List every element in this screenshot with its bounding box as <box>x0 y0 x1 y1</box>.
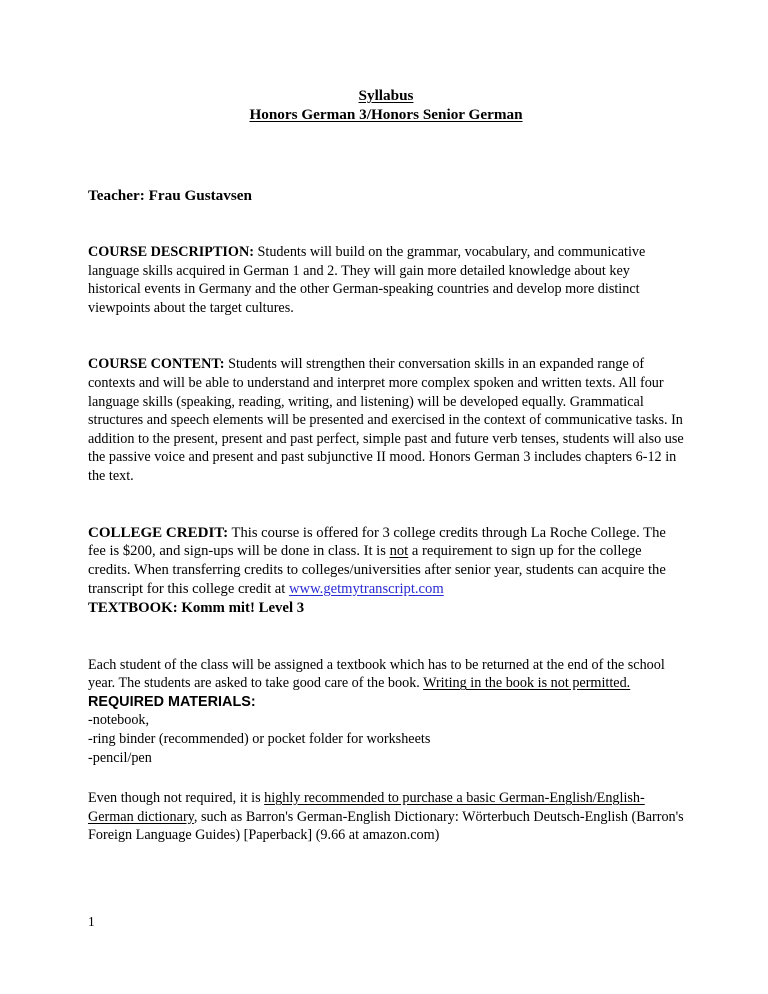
textbook-body-part1: Each student of the class will be assigned a textbook which has to be returned at the end of the school year. The students are asked to take good care of the book. <box>88 656 665 692</box>
textbook-heading: TEXTBOOK: Komm mit! Level 3 <box>88 599 305 616</box>
college-credit-emphasis-not: not <box>389 543 409 560</box>
required-materials-heading: REQUIRED MATERIALS: <box>88 693 256 710</box>
teacher-heading: Teacher: Frau Gustavsen <box>88 187 252 204</box>
course-description-body: Students will build on the grammar, vocabulary, and communicative language skills acquired in German 1 and 2. They will gain more detailed knowledge about key historical events in Germany and the other German-speaking countries and develop more distinct viewpoints about the target cultures. <box>88 244 646 316</box>
title-line-2: Honors German 3/Honors Senior German <box>249 106 523 123</box>
title-line-2-row <box>88 105 684 124</box>
college-credit-body-part1: This course is offered for 3 college credits through La Roche College. The fee is $200, and sign-ups will be done in class. It is <box>88 524 666 560</box>
transcript-link[interactable]: www.getmytranscript.com <box>289 580 444 597</box>
course-description-section <box>88 205 684 317</box>
required-materials-item-1: -ring binder (recommended) or pocket folder for worksheets <box>88 730 431 747</box>
textbook-body-section <box>88 618 684 693</box>
document-content <box>88 86 684 845</box>
dictionary-note-part1: Even though not required, it is <box>88 790 265 807</box>
title-line-1: Syllabus <box>358 87 414 104</box>
dictionary-note-section <box>88 767 684 845</box>
dictionary-note-underlined: highly recommended to purchase a basic German-English/English-German dictionary <box>88 790 645 825</box>
title-line-1-row <box>88 86 684 105</box>
course-content-body: Students will strengthen their conversation skills in an expanded range of contexts and will be able to understand and interpret more complex spoken and written texts. All four language skills (speaking, reading, writing, and listening) will be developed equally. Grammatical structures and speech elements will be presented and exercised in the context of communicative tasks. In addition to the present, present and past perfect, simple past and future verb tenses, students will also use the passive voice and present and past subjunctive II mood. Honors German 3 includes chapters 6-12 in the text. <box>88 356 684 484</box>
page-title <box>88 86 684 124</box>
college-credit-section <box>88 486 684 599</box>
required-materials-item-2: -pencil/pen <box>88 749 152 766</box>
course-description-label: COURSE DESCRIPTION: <box>88 244 254 260</box>
dictionary-note-part2: , such as Barron's German-English Dictionary: Wörterbuch Deutsch-English (Barron's Foreign Language Guides) [Paperback] (9.66 at amazon.com) <box>88 808 684 844</box>
college-credit-body-part2: a requirement to sign up for the college credits. When transferring credits to colleges/universities after senior year, students can acquire the transcript for this college credit at <box>88 543 666 597</box>
course-content-label: COURSE CONTENT: <box>88 356 225 373</box>
textbook-underlined-note: Writing in the book is not permitted. <box>423 675 631 692</box>
college-credit-label: COLLEGE CREDIT: <box>88 524 229 541</box>
course-content-section <box>88 317 684 485</box>
page-number: 1 <box>88 914 95 929</box>
required-materials-item-0: -notebook, <box>88 712 150 729</box>
